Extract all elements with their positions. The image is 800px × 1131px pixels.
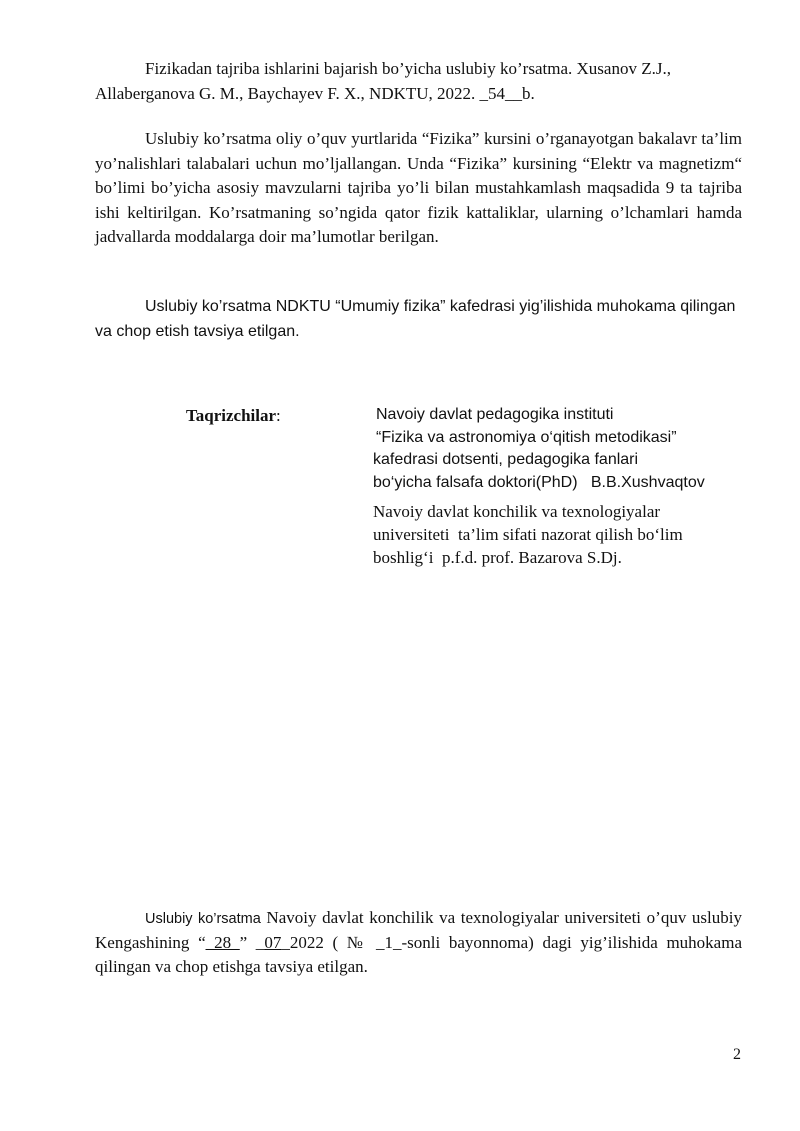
reviewer-1-line-3: kafedrasi dotsenti, pedagogika fanlari — [373, 451, 639, 468]
approval-paragraph: Uslubiy ko’rsatma NDKTU “Umumiy fizika” kafedrasi yig’ilishida muhokama qilingan va chop etish tavsiya etilgan. — [95, 298, 736, 340]
council-paragraph-text-3: _2022 ( № _1_-sonli bayonnoma) dagi yig’ilishida muhokama qilingan va chop etishga tavsiya etilgan. — [95, 933, 742, 976]
council-paragraph-text-1: Navoiy davlat konchilik va texnologiyalar universiteti o’quv uslubiy Kengashining “ — [95, 908, 742, 952]
reviewers-label-text: Taqrizchilar — [186, 406, 277, 425]
reviewer-1-line-1: Navoiy davlat pedagogika instituti — [376, 406, 614, 423]
reviewers-label-colon: : — [276, 406, 281, 425]
meeting-month: 07 — [264, 933, 282, 952]
council-paragraph-text-2: ” _ — [239, 933, 265, 952]
reviewer-2-line-1: Navoiy davlat konchilik va texnologiyalar — [373, 502, 661, 521]
reviewer-1-line-4: bo‘yicha falsafa doktori(PhD) B.B.Xushvaqtov — [373, 473, 705, 491]
reviewer-1-line-2: “Fizika va astronomiya o‘qitish metodikasi” — [376, 428, 677, 446]
page-number: 2 — [733, 1046, 741, 1063]
reviewer-2-line-2: universiteti ta’lim sifati nazorat qilish bo‘lim — [373, 525, 683, 544]
summary-paragraph: Uslubiy ko’rsatma oliy o’quv yurtlarida “Fizika” kursini o’rganayotgan bakalavr ta’lim yo’nalishlari talabalari uchun mo’ljallangan. Unda “Fizika” kursining “Elektr va magnetizm“ bo’limi bo’yicha asosiy mavzularni tajriba yo’li bilan mustahkamlash maqsadida 9 ta tajriba ishi keltirilgan. Ko’rsatmaning so’ngida qator fizik kattaliklar, ularning o’lchamlari hamda jadvallarda moddalarga doir ma’lumotlar berilgan. — [95, 129, 742, 246]
reviewers-label — [186, 404, 281, 428]
bibliographic-paragraph: Fizikadan tajriba ishlarini bajarish bo’yicha uslubiy ko’rsatma. Xusanov Z.J., Allaberganova G. M., Baychayev F. X., NDKTU, 2022. _54__b. — [95, 59, 671, 103]
reviewer-2 — [373, 500, 753, 569]
reviewer-2-line-3: boshlig‘i p.f.d. prof. Bazarova S.Dj. — [373, 548, 622, 567]
council-approval-paragraph — [95, 906, 742, 979]
reviewer-1 — [373, 404, 753, 494]
meeting-day: _28_ — [205, 933, 240, 952]
council-paragraph-lead: Uslubiy ko’rsatma — [145, 911, 261, 927]
